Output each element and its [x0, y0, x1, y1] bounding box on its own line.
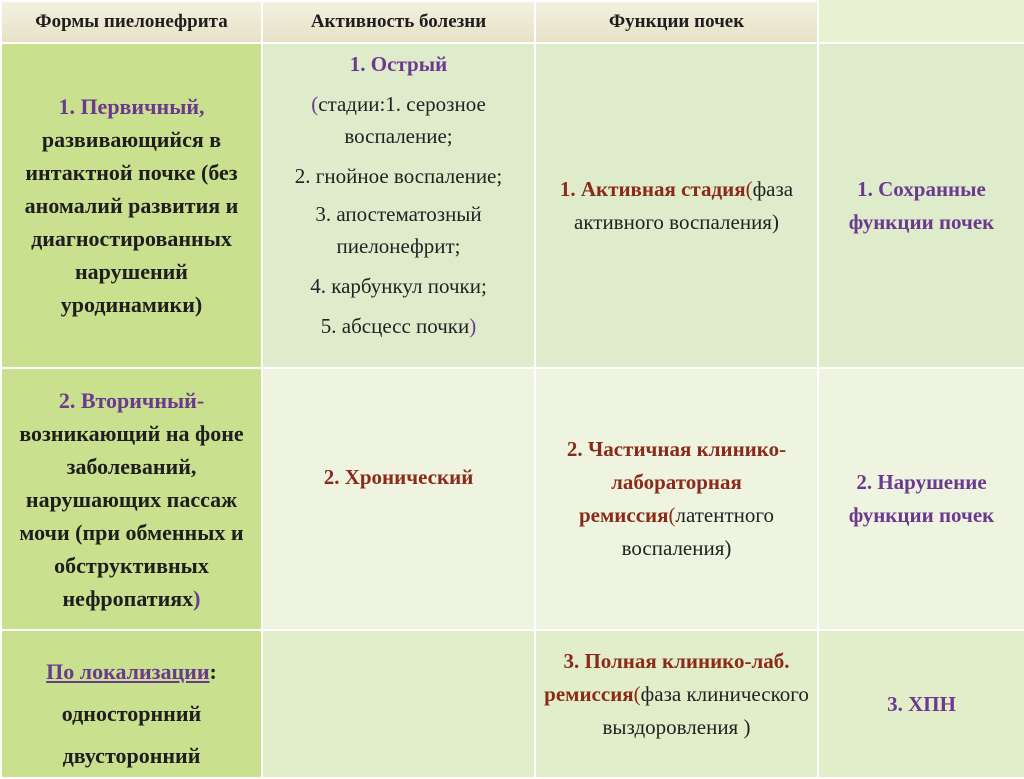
form-secondary-cell	[1, 368, 262, 630]
activity-full-title: 3. Полная клинико-лаб. ремиссия	[544, 649, 790, 706]
form-secondary-desc: возникающий на фоне заболеваний, нарушающих пассаж мочи (при обменных и обструктивных нефропатиях	[19, 420, 244, 611]
stage-2: 2. гнойное воспаление;	[294, 164, 503, 188]
activity-full-cell	[535, 630, 818, 778]
header-forms: Формы пиелонефрита	[1, 1, 262, 43]
stage-open-paren: (	[311, 92, 319, 116]
table-row	[1, 630, 1024, 778]
form-primary-comma: ,	[199, 94, 205, 119]
activity-active-desc: фаза активного воспаления)	[574, 176, 794, 234]
form-localization-cell	[1, 630, 262, 778]
stage-5	[269, 310, 528, 342]
stage-4: 4. карбункул почки;	[310, 274, 487, 298]
activity-active-cell	[535, 43, 818, 368]
header-function: Функции почек	[535, 1, 818, 43]
activity-partial-cell	[535, 368, 818, 630]
header-row	[1, 1, 1024, 43]
function-impaired-cell: 2. Нарушение функции почек	[818, 368, 1024, 630]
header-activity: Активность болезни	[262, 1, 535, 43]
table-row	[1, 368, 1024, 630]
form-localization-title: По локализации	[46, 659, 210, 684]
form-secondary-close: )	[193, 585, 201, 611]
course-acute-cell	[262, 43, 535, 368]
activity-partial-desc: латентного воспаления)	[621, 503, 774, 560]
stage-close-paren: )	[469, 314, 477, 338]
activity-full-desc: фаза клинического выздоровления )	[602, 682, 809, 739]
course-chronic: 2. Хронический	[323, 465, 474, 489]
course-empty-cell	[262, 630, 535, 778]
form-primary-title: 1. Первичный	[58, 94, 200, 119]
function-preserved-cell: 1. Сохранные функции почек	[818, 43, 1024, 368]
stage-1-text: стадии:1. серозное воспаление;	[318, 92, 486, 148]
stage-5-text: 5. абсцесс почки	[320, 314, 470, 338]
course-acute-title: 1. Острый	[349, 52, 448, 76]
form-localization-colon: :	[209, 659, 217, 684]
localization-bilateral: двусторонний	[62, 743, 201, 768]
function-ckd-cell: 3. ХПН	[818, 630, 1024, 778]
activity-partial-title: 2. Частичная клинико-лабораторная ремиссия	[566, 437, 787, 527]
activity-partial-paren: (	[668, 503, 676, 527]
localization-unilateral: односторнний	[61, 701, 202, 726]
stage-3: 3. апостематозный пиелонефрит;	[315, 202, 482, 258]
form-secondary-title: 2. Вторичный-	[58, 387, 205, 413]
activity-full-paren: (	[633, 682, 641, 706]
activity-active-paren: (	[745, 176, 753, 201]
course-chronic-cell	[262, 368, 535, 630]
table-row	[1, 43, 1024, 368]
activity-active-title: 1. Активная стадия	[559, 176, 746, 201]
form-primary-desc: развивающийся в интактной почке (без аномалий развития и диагностированных нарушений уродинамики)	[24, 127, 239, 317]
form-primary-cell	[1, 43, 262, 368]
stage-1	[269, 88, 528, 152]
